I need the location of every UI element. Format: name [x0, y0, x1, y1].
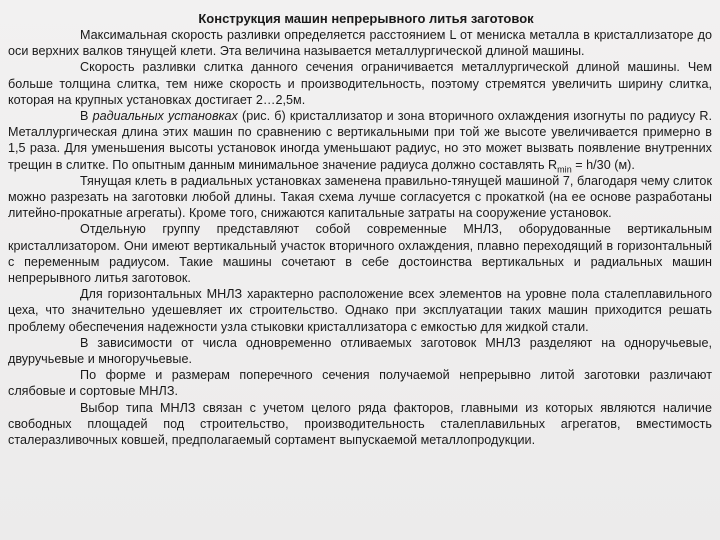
- paragraph-3-subscript: min: [557, 164, 572, 175]
- paragraph-5: Отдельную группу представляют собой современные МНЛЗ, оборудованные вертикальным кристаллизатором. Они имеют вертикальный участок вторичного охлаждения, плавно переходящий в горизонтальный с переменным радиусом. Такие машины сочетают в себе достоинства вертикальных и радиальных машин непрерывного литья заготовок.: [8, 222, 712, 286]
- document-title: Конструкция машин непрерывного литья заготовок: [198, 11, 534, 26]
- paragraph-1: Максимальная скорость разливки определяется расстоянием L от мениска металла в кристаллизаторе до оси верхних валков тянущей клети. Эта величина называется металлургической длиной машины.: [8, 28, 712, 59]
- paragraph-3-body: (рис. б) кристаллизатор и зона вторичного охлаждения изогнуты по радиусу R. Металлургическая длина этих машин по сравнению с вертикальными при той же высоте увеличивается примерно в 1,5 раза. Для уменьшения высоты установок иногда уменьшают радиус, но это может вызвать появление внутренних трещин в слитке. По опытным данным минимальное значение радиуса должно составлять R: [8, 109, 712, 172]
- paragraph-7: В зависимости от числа одновременно отливаемых заготовок МНЛЗ разделяют на одноручьевые, двуручьевые и многоручьевые.: [8, 335, 712, 367]
- paragraph-3-italic: радиальных установках: [92, 109, 238, 124]
- paragraph-3-start: В: [80, 109, 93, 124]
- paragraph-9: Выбор типа МНЛЗ связан с учетом целого ряда факторов, главными из которых являются наличие свободных площадей под строительство, производительность сталеплавильных агрегатов, вместимость сталеразливочных ковшей, предполагаемый сортамент выпускаемой металлопродукции.: [8, 400, 712, 448]
- paragraph-6: Для горизонтальных МНЛЗ характерно расположение всех элементов на уровне пола сталеплавильного цеха, что значительно удешевляет их строительство. Однако при эксплуатации таких машин приходится решать проблему обеспечения надежности узла стыковки кристаллизатора с емкостью для жидкой стали.: [8, 287, 712, 334]
- paragraph-2: Скорость разливки слитка данного сечения ограничивается металлургической длиной машины. Чем больше толщина слитка, тем ниже скорость и производительность, поэтому стремятся увеличить ширину слитка, которая на крупных установках достигает 2…2,5м.: [8, 60, 712, 107]
- paragraph-3-end: = h/30 (м).: [571, 157, 635, 172]
- paragraph-4: Тянущая клеть в радиальных установках заменена правильно-тянущей машиной 7, благодаря чему слиток можно разрезать на заготовки любой длины. Такая схема лучше согласуется с прокаткой (на ее основе разработаны литейно-прокатные агрегаты). Кроме того, снижаются капитальные затраты на сооружение установок.: [8, 173, 712, 221]
- paragraph-3: [8, 108, 712, 173]
- paragraph-8: По форме и размерам поперечного сечения получаемой непрерывно литой заготовки различают слябовые и сортовые МНЛЗ.: [8, 368, 712, 399]
